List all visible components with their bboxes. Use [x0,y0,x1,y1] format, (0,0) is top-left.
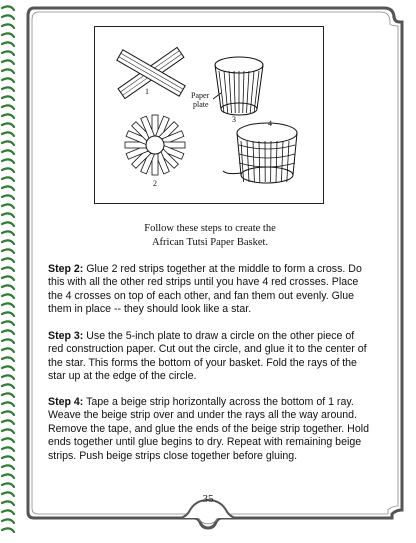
figure-caption-line2: African Tutsi Paper Basket. [151,237,269,248]
crossed-strips-drawing [117,47,185,98]
step-2-text: Glue 2 red strips together at the middle to form a cross. Do this with all the other red strips until you have 4 red crosses. Place the 4 crosses on top of each other, and fan them out evenly. Glue them in place -- they should look like a star. [48,263,362,316]
figure-label-4: 4 [268,119,272,128]
paper-plate-label-line1: Paper [191,91,210,100]
step-4-text: Tape a beige strip horizontally across the bottom of 1 ray. Weave the beige strip over and under the rays all the way around. Remove the tape, and glue the ends of the beige strip together. Hold ends together until glue begins to dry. Repeat with remaining beige strips. Push beige strips close together before gluing. [48,396,369,462]
basket-steps-illustration [95,27,323,203]
paper-plate-label-line2: plate [193,100,209,109]
figure-label-1: 1 [145,87,149,96]
step-3-label: Step 3: [48,330,84,342]
figure-label-3: 3 [232,115,236,124]
page-number: 35 [202,493,214,505]
figure-label-2: 2 [153,179,157,188]
folded-basket-drawing [215,57,263,115]
illustration-panel [94,26,324,204]
step-3-text: Use the 5-inch plate to draw a circle on the other piece of red construction paper. Cut out the circle, and glue it to the center of the star. This forms the bottom of your basket. Fold the rays of the star up at the edge of the circle. [48,330,367,383]
woven-basket-drawing [223,123,297,183]
step-2-paragraph [48,263,370,317]
step-4-label: Step 4: [48,396,84,408]
figure-caption-line1: Follow these steps to create the [144,223,276,234]
step-2-label: Step 2: [48,263,84,275]
step-3-paragraph [48,330,370,384]
step-4-paragraph [48,396,370,463]
star-drawing [125,115,185,175]
